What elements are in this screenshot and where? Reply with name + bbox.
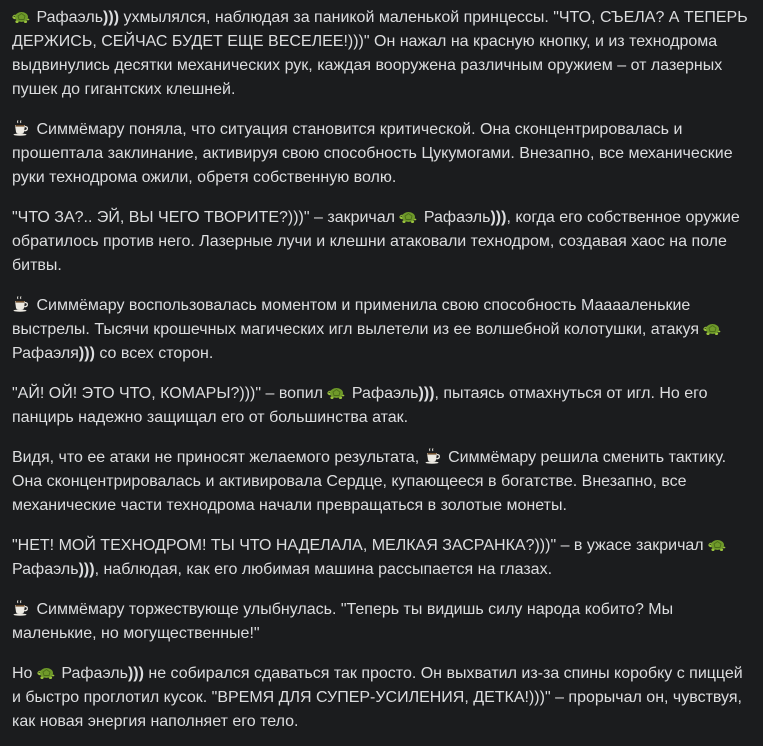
paragraph-text: "АЙ! ОЙ! ЭТО ЧТО, КОМАРЫ?)))" – вопил: [12, 385, 328, 402]
coffee-emoji-icon: [12, 600, 30, 616]
paragraph-text: Рафаэль: [56, 665, 128, 682]
paragraph-text: Видя, что ее атаки не приносят желаемого результата,: [12, 449, 424, 466]
paragraph-text: Но: [12, 665, 37, 682]
turtle-emoji-icon: [12, 8, 30, 24]
story-paragraph: [12, 118, 749, 190]
turtle-emoji-icon: [399, 208, 417, 224]
story-paragraph: [12, 294, 749, 366]
turtle-emoji-icon: [703, 320, 721, 336]
story-paragraph: [12, 534, 749, 582]
paragraph-text: Рафаэль: [419, 209, 491, 226]
paragraph-text: не собирался сдаваться так просто. Он выхватил из-за спины коробку с пиццей и быстро проглотил кусок. "ВРЕМЯ ДЛЯ СУПЕР-УСИЛЕНИЯ, ДЕТКА!)))" – прорычал он, чувствуя, как новая энергия наполняет его тело.: [12, 665, 743, 730]
bold-text: ))): [418, 385, 435, 402]
paragraph-text: Рафаэль: [12, 561, 79, 578]
story-paragraph: [12, 662, 749, 734]
bold-text: ))): [127, 665, 144, 682]
paragraph-text: Симмёмару торжествующе улыбнулась. "Теперь ты видишь силу народа кобито? Мы маленькие, но могущественные!": [12, 601, 674, 642]
paragraph-text: Симмёмару воспользовалась моментом и применила свою способность Мааааленькие выстрелы. Тысячи крошечных магических игл вылетели из ее волшебной колотушки, атакуя: [12, 297, 704, 338]
bold-text: ))): [78, 345, 95, 362]
paragraph-text: ухмылялся, наблюдая за паникой маленькой принцессы. "ЧТО, СЪЕЛА? А ТЕПЕРЬ ДЕРЖИСЬ, СЕЙЧАС БУДЕТ ЕЩЕ ВЕСЕЛЕЕ!)))" Он нажал на красную кнопку, и из технодрома выдвинулись десятки механических рук, каждая вооружена различным оружием – от лазерных пушек до гигантских клешней.: [12, 9, 748, 98]
turtle-emoji-icon: [327, 384, 345, 400]
paragraph-text: Симмёмару поняла, что ситуация становится критической. Она сконцентрировалась и прошептала заклинание, активируя свою способность Цукумогами. Внезапно, все механические руки технодрома ожили, обретя собственную волю.: [12, 121, 733, 186]
paragraph-text: "ЧТО ЗА?.. ЭЙ, ВЫ ЧЕГО ТВОРИТЕ?)))" – закричал: [12, 209, 400, 226]
story-paragraph: [12, 598, 749, 646]
paragraph-text: Симмёмару решила сменить тактику. Она сконцентрировалась и активировала Сердце, купающееся в богатстве. Внезапно, все механические части технодрома начали превращаться в золотые монеты.: [12, 449, 727, 514]
paragraph-text: "НЕТ! МОЙ ТЕХНОДРОМ! ТЫ ЧТО НАДЕЛАЛА, МЕЛКАЯ ЗАСРАНКА?)))" – в ужасе закричал: [12, 537, 709, 554]
coffee-emoji-icon: [12, 120, 30, 136]
turtle-emoji-icon: [37, 664, 55, 680]
story-paragraph: [12, 6, 749, 102]
bold-text: ))): [103, 9, 120, 26]
bold-text: ))): [78, 561, 95, 578]
paragraph-text: , когда его собственное оружие обратилось против него. Лазерные лучи и клешни атаковали технодром, создавая хаос на поле битвы.: [12, 209, 740, 274]
turtle-emoji-icon: [708, 536, 726, 552]
story-paragraph: [12, 206, 749, 278]
bold-text: ))): [490, 209, 507, 226]
paragraph-text: со всех сторон.: [94, 345, 214, 362]
coffee-emoji-icon: [424, 448, 442, 464]
paragraph-text: Рафаэля: [12, 345, 79, 362]
paragraph-text: Рафаэль: [347, 385, 419, 402]
paragraph-text: , пытаясь отмахнуться от игл. Но его панцирь надежно защищал его от большинства атак.: [12, 385, 708, 426]
story-paragraph: [12, 446, 749, 518]
story-paragraph: [12, 382, 749, 430]
coffee-emoji-icon: [12, 296, 30, 312]
paragraph-text: Рафаэль: [32, 9, 104, 26]
paragraph-text: , наблюдая, как его любимая машина рассыпается на глазах.: [94, 561, 553, 578]
